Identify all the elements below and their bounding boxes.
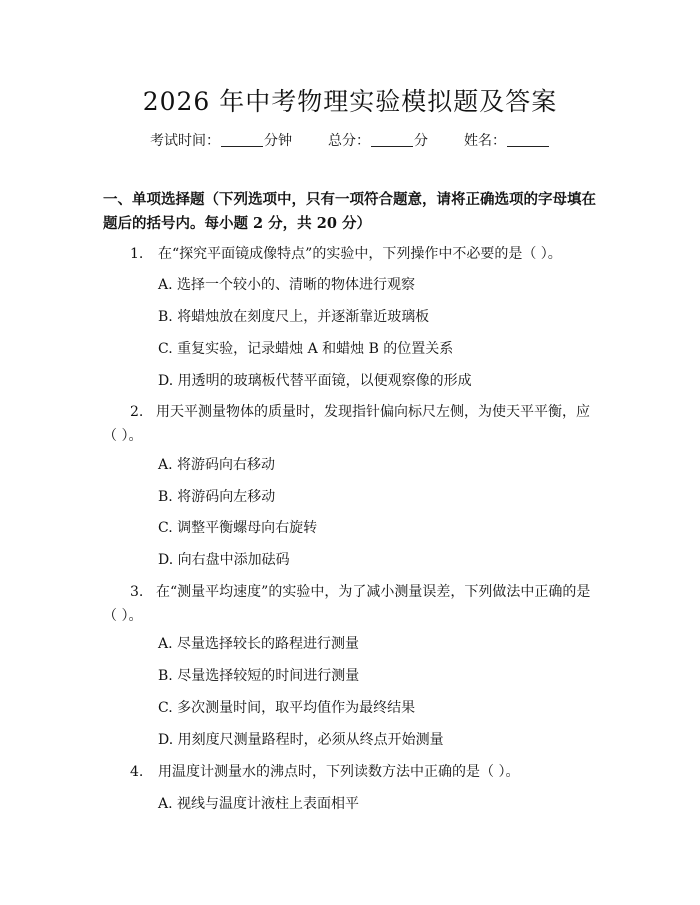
time-label: 考试时间： bbox=[150, 133, 220, 149]
question-number: 3. bbox=[130, 584, 144, 600]
option-a: A. 将游码向右移动 bbox=[158, 457, 276, 473]
question-text: 在“测量平均速度”的实验中，为了减小测量误差，下列做法中正确的是（ ）。 bbox=[103, 584, 591, 624]
time-blank bbox=[221, 132, 263, 147]
name-blank bbox=[507, 132, 549, 147]
score-label: 总分： bbox=[328, 133, 370, 149]
time-unit: 分钟 bbox=[264, 133, 292, 149]
question-stem bbox=[103, 580, 603, 628]
option-c: C. 重复实验，记录蜡烛 A 和蜡烛 B 的位置关系 bbox=[158, 341, 454, 357]
question-text: 在“探究平面镜成像特点”的实验中，下列操作中不必要的是（ ）。 bbox=[158, 246, 562, 262]
question-text: 用温度计测量水的沸点时，下列读数方法中正确的是（ ）。 bbox=[158, 764, 520, 780]
question-text: 用天平测量物体的质量时，发现指针偏向标尺左侧，为使天平平衡，应（ ）。 bbox=[103, 404, 590, 444]
question-number: 1. bbox=[130, 246, 144, 262]
name-label: 姓名： bbox=[464, 133, 506, 149]
option-b: B. 将蜡烛放在刻度尺上，并逐渐靠近玻璃板 bbox=[158, 309, 430, 325]
option-a: A. 选择一个较小的、清晰的物体进行观察 bbox=[158, 277, 416, 293]
page-title: 2026 年中考物理实验模拟题及答案 bbox=[142, 87, 558, 116]
option-a: A. 视线与温度计液柱上表面相平 bbox=[158, 796, 360, 812]
question-stem bbox=[130, 242, 562, 266]
option-b: B. 尽量选择较短的时间进行测量 bbox=[158, 668, 360, 684]
section-heading: 一、单项选择题（下列选项中，只有一项符合题意，请将正确选项的字母填在题后的括号内。每小题 2 分，共 20 分） bbox=[103, 191, 596, 232]
option-a: A. 尽量选择较长的路程进行测量 bbox=[158, 636, 360, 652]
option-c: C. 多次测量时间，取平均值作为最终结果 bbox=[158, 700, 416, 716]
option-d: D. 向右盘中添加砝码 bbox=[158, 552, 290, 568]
score-unit: 分 bbox=[414, 133, 428, 149]
exam-meta bbox=[0, 130, 700, 150]
score-blank bbox=[371, 132, 413, 147]
option-b: B. 将游码向左移动 bbox=[158, 489, 276, 505]
question-number: 4. bbox=[130, 764, 144, 780]
option-d: D. 用透明的玻璃板代替平面镜，以便观察像的形成 bbox=[158, 373, 472, 389]
question-number: 2. bbox=[130, 404, 144, 420]
question-stem bbox=[130, 760, 519, 784]
option-d: D. 用刻度尺测量路程时，必须从终点开始测量 bbox=[158, 732, 444, 748]
option-c: C. 调整平衡螺母向右旋转 bbox=[158, 520, 318, 536]
question-stem bbox=[103, 400, 603, 448]
